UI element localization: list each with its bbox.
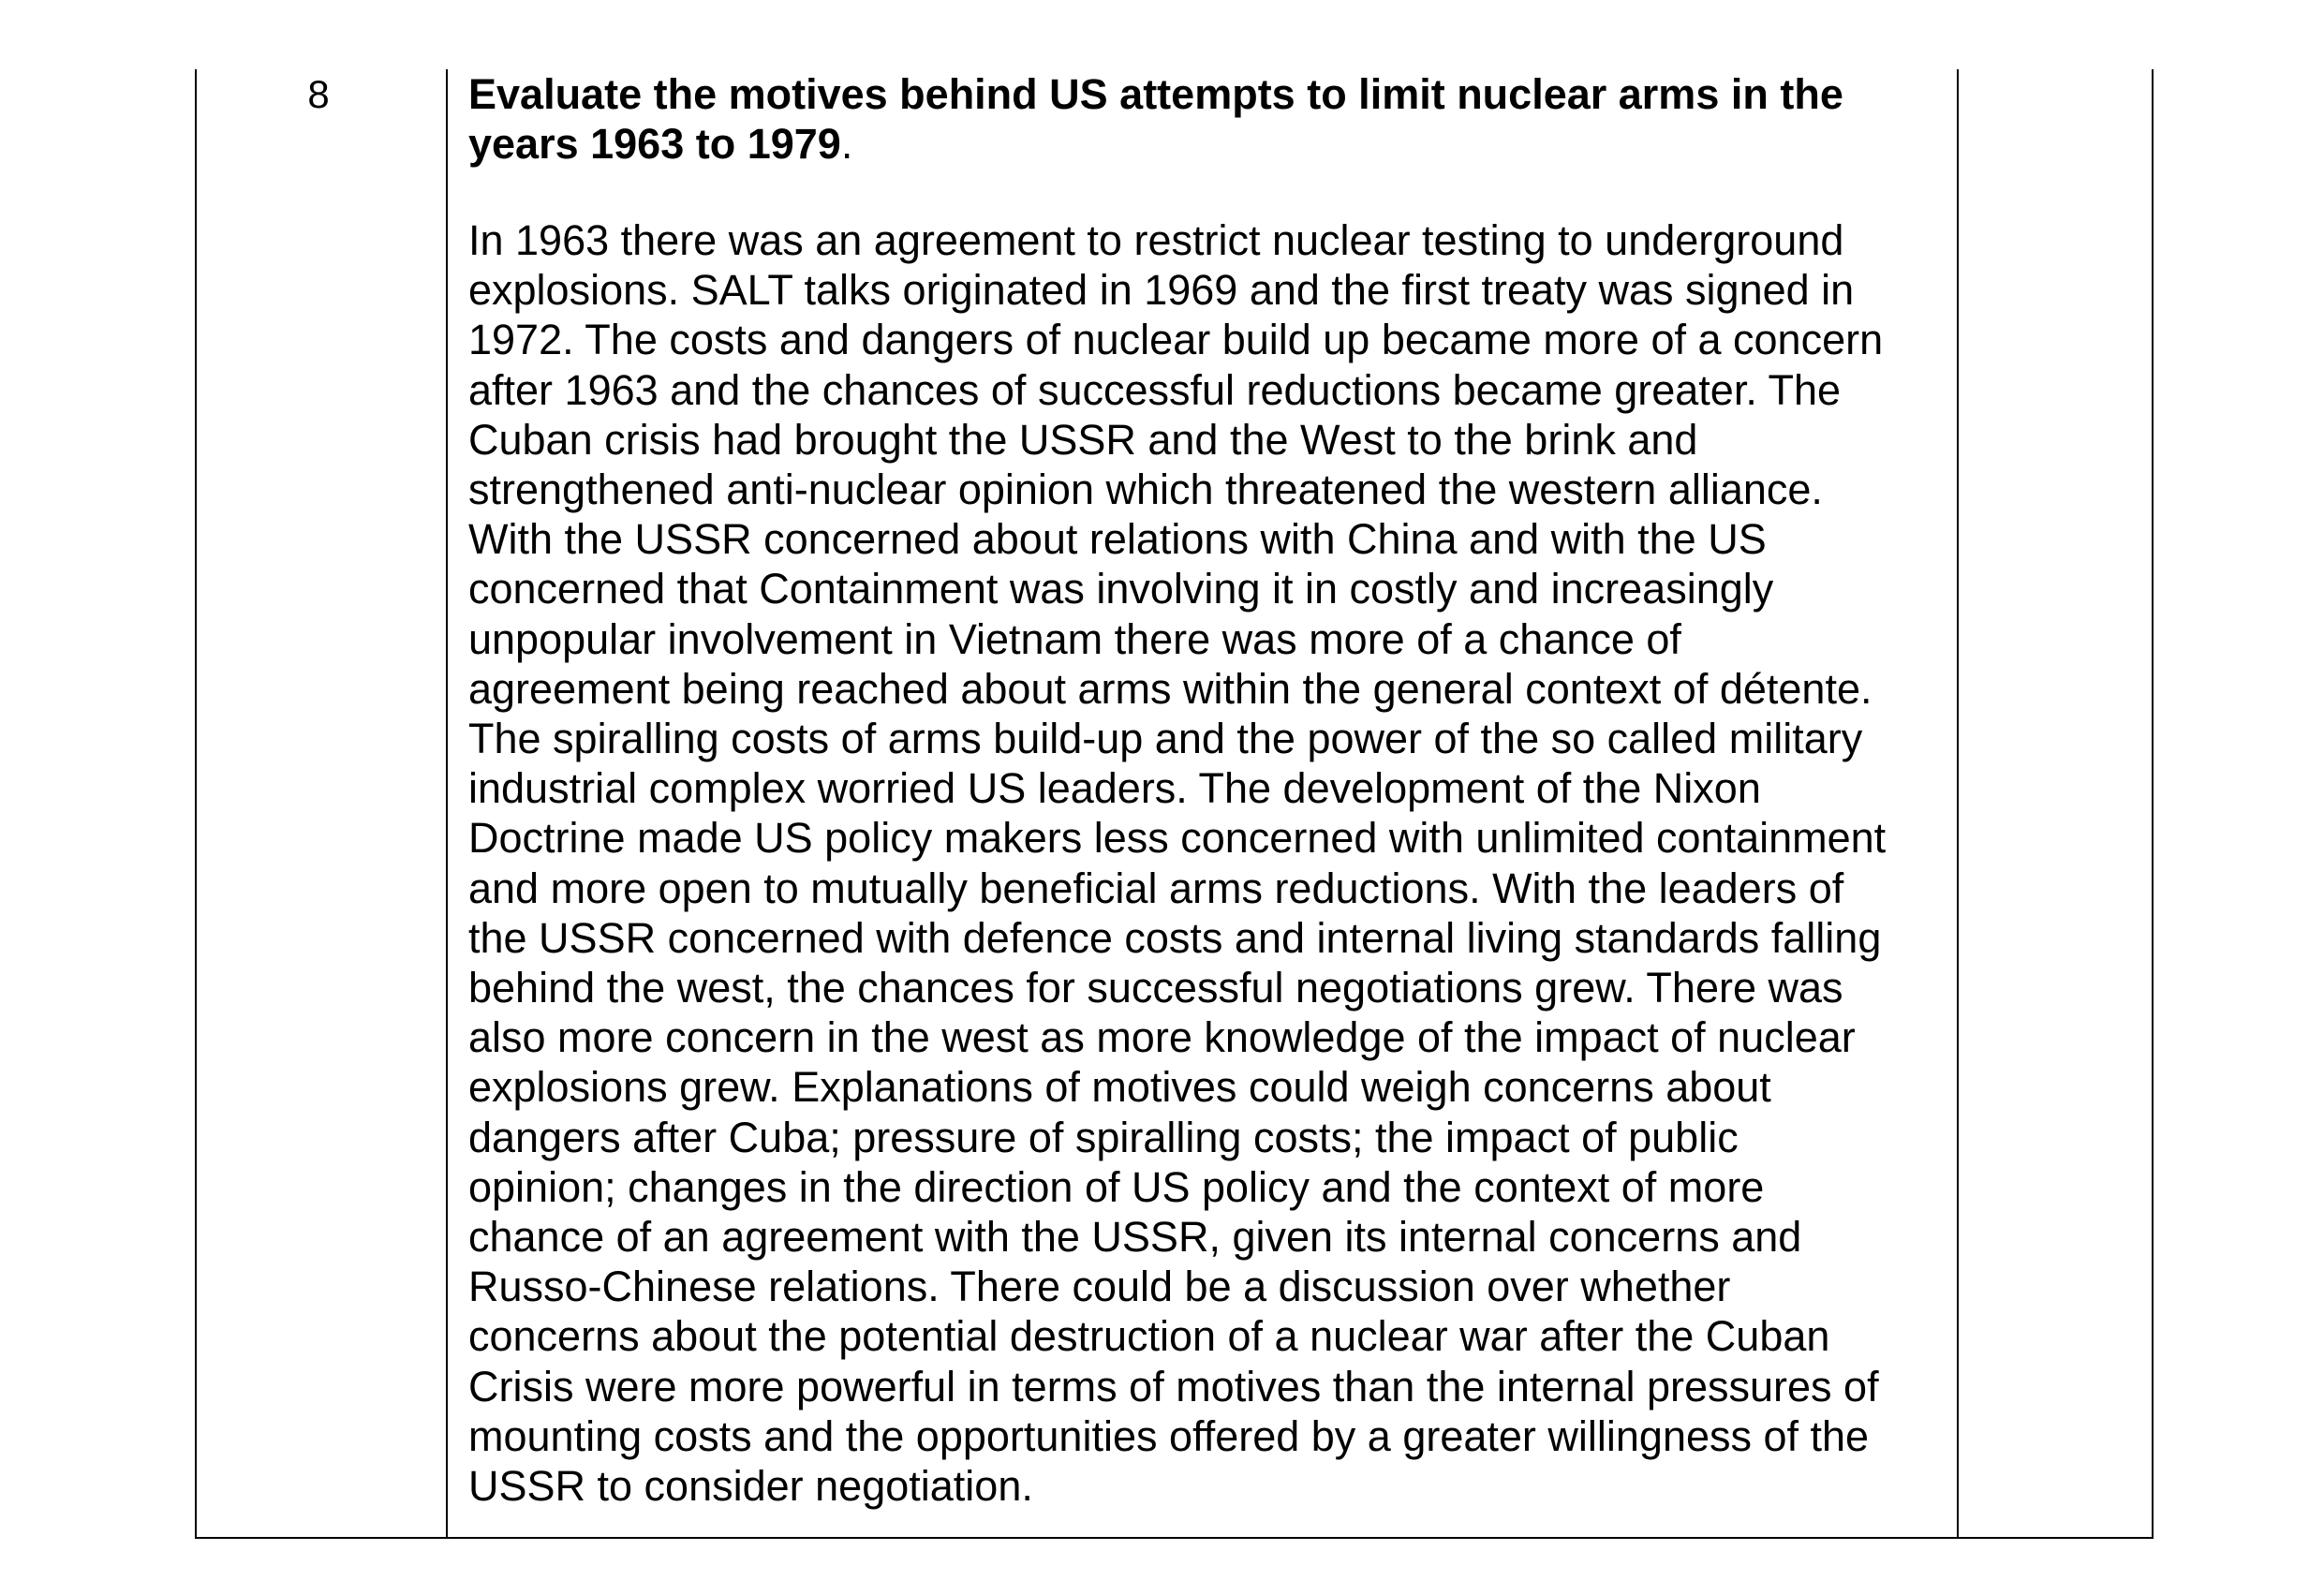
marks-cell: [1961, 69, 2148, 1536]
table-border-bottom: [195, 1537, 2154, 1539]
table-divider-marks: [1957, 69, 1959, 1538]
question-cell: [468, 69, 1948, 1511]
table-border-right: [2152, 69, 2154, 1538]
question-heading: [468, 69, 1948, 169]
table-divider-number: [446, 69, 448, 1538]
question-title: Evaluate the motives behind US attempts to limit nuclear arms in the years 1963 to 1979: [468, 70, 1843, 168]
question-number: 8: [307, 72, 330, 116]
question-title-suffix: .: [840, 120, 853, 168]
answer-guidance-text: In 1963 there was an agreement to restrict nuclear testing to underground explosions. SALT talks originated in 1969 and the first treaty was signed in 1972. The costs and dangers of nuclear build up became more of a concern after 1963 and the chances of successful reductions became greater. The Cuban crisis had brought the USSR and the West to the brink and strengthened anti-nuclear opinion which threatened the western alliance. With the USSR concerned about relations with China and with the US concerned that Containment was involving it in costly and increasingly unpopular involvement in Vietnam there was more of a chance of agreement being reached about arms within the general context of détente. The spiralling costs of arms build-up and the power of the so called military industrial complex worried US leaders. The development of the Nixon Doctrine made US policy makers less concerned with unlimited containment and more open to mutually beneficial arms reductions. With the leaders of the USSR concerned with defence costs and internal living standards falling behind the west, the chances for successful negotiations grew. There was also more concern in the west as more knowledge of the impact of nuclear explosions grew. Explanations of motives could weigh concerns about dangers after Cuba; pressure of spiralling costs; the impact of public opinion; changes in the direction of US policy and the context of more chance of an agreement with the USSR, given its internal concerns and Russo-Chinese relations. There could be a discussion over whether concerns about the potential destruction of a nuclear war after the Cuban Crisis were more powerful in terms of motives than the internal pressures of mounting costs and the opportunities offered by a greater willingness of the USSR to consider negotiation.: [468, 216, 1887, 1511]
table-border-left: [195, 69, 197, 1538]
